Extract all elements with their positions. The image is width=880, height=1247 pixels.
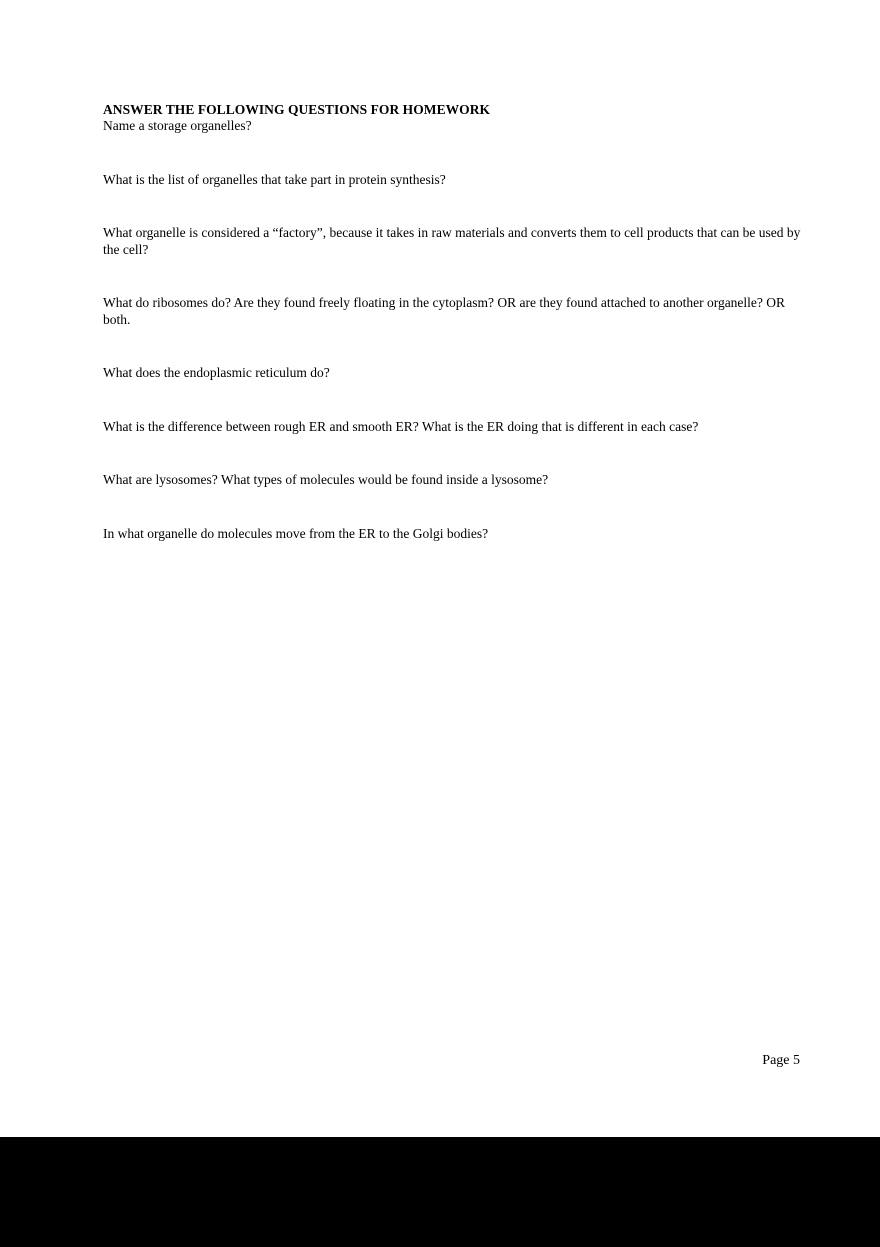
question-2: What is the list of organelles that take part in protein synthesis? <box>103 171 446 187</box>
question-8: In what organelle do molecules move from the ER to the Golgi bodies? <box>103 525 489 541</box>
page-number: Page 5 <box>762 1053 800 1068</box>
question-6: What is the difference between rough ER and smooth ER? What is the ER doing that is different in each case? <box>103 418 699 434</box>
document-body <box>103 101 803 542</box>
page-edge-band <box>0 1137 880 1247</box>
question-5: What does the endoplasmic reticulum do? <box>103 365 330 380</box>
question-1: Name a storage organelles? <box>103 118 252 133</box>
question-4: What do ribosomes do? Are they found freely floating in the cytoplasm? OR are they found attached to another organelle? OR both. <box>103 295 786 327</box>
page-title: ANSWER THE FOLLOWING QUESTIONS FOR HOMEWORK <box>103 102 491 117</box>
question-3: What organelle is considered a “factory”, because it takes in raw materials and converts them to cell products that can be used by the cell? <box>103 225 801 257</box>
question-7: What are lysosomes? What types of molecules would be found inside a lysosome? <box>103 472 549 487</box>
